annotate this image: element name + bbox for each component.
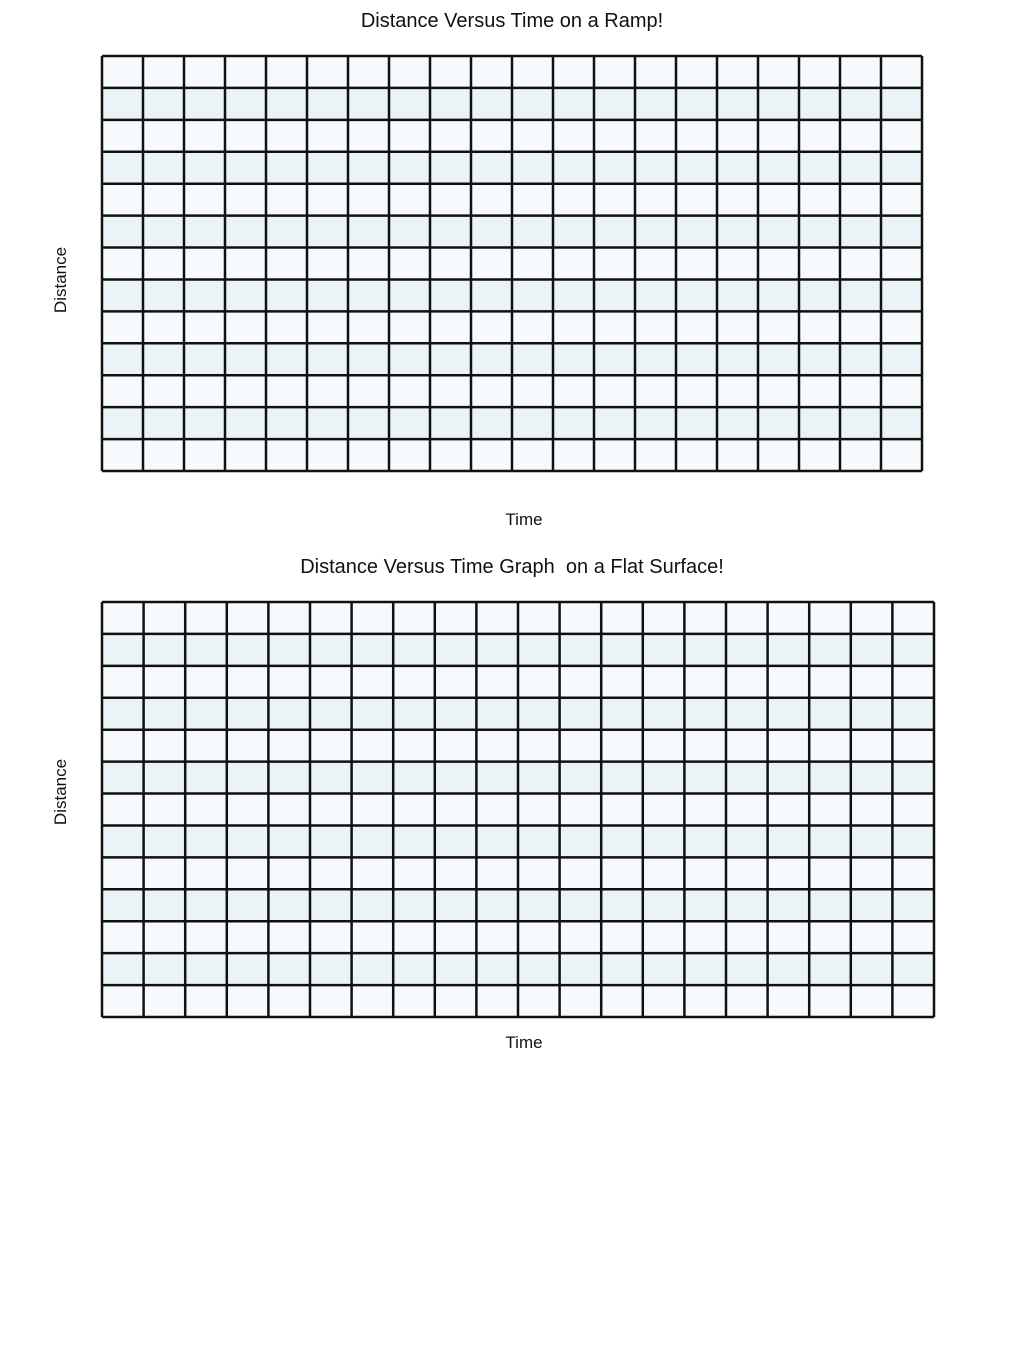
- chart-1-grid: [102, 56, 922, 471]
- chart-1-title: Distance Versus Time on a Ramp!: [360, 10, 664, 32]
- chart-1-ylabel: Distance: [51, 246, 71, 314]
- chart-2-grid: [102, 602, 934, 1017]
- chart-1-xlabel: Time: [505, 510, 543, 529]
- chart-2-title: Distance Versus Time Graph on a Flat Surface!: [300, 556, 724, 578]
- chart-2-ylabel: Distance: [51, 758, 71, 826]
- chart-2-xlabel: Time: [505, 1033, 543, 1052]
